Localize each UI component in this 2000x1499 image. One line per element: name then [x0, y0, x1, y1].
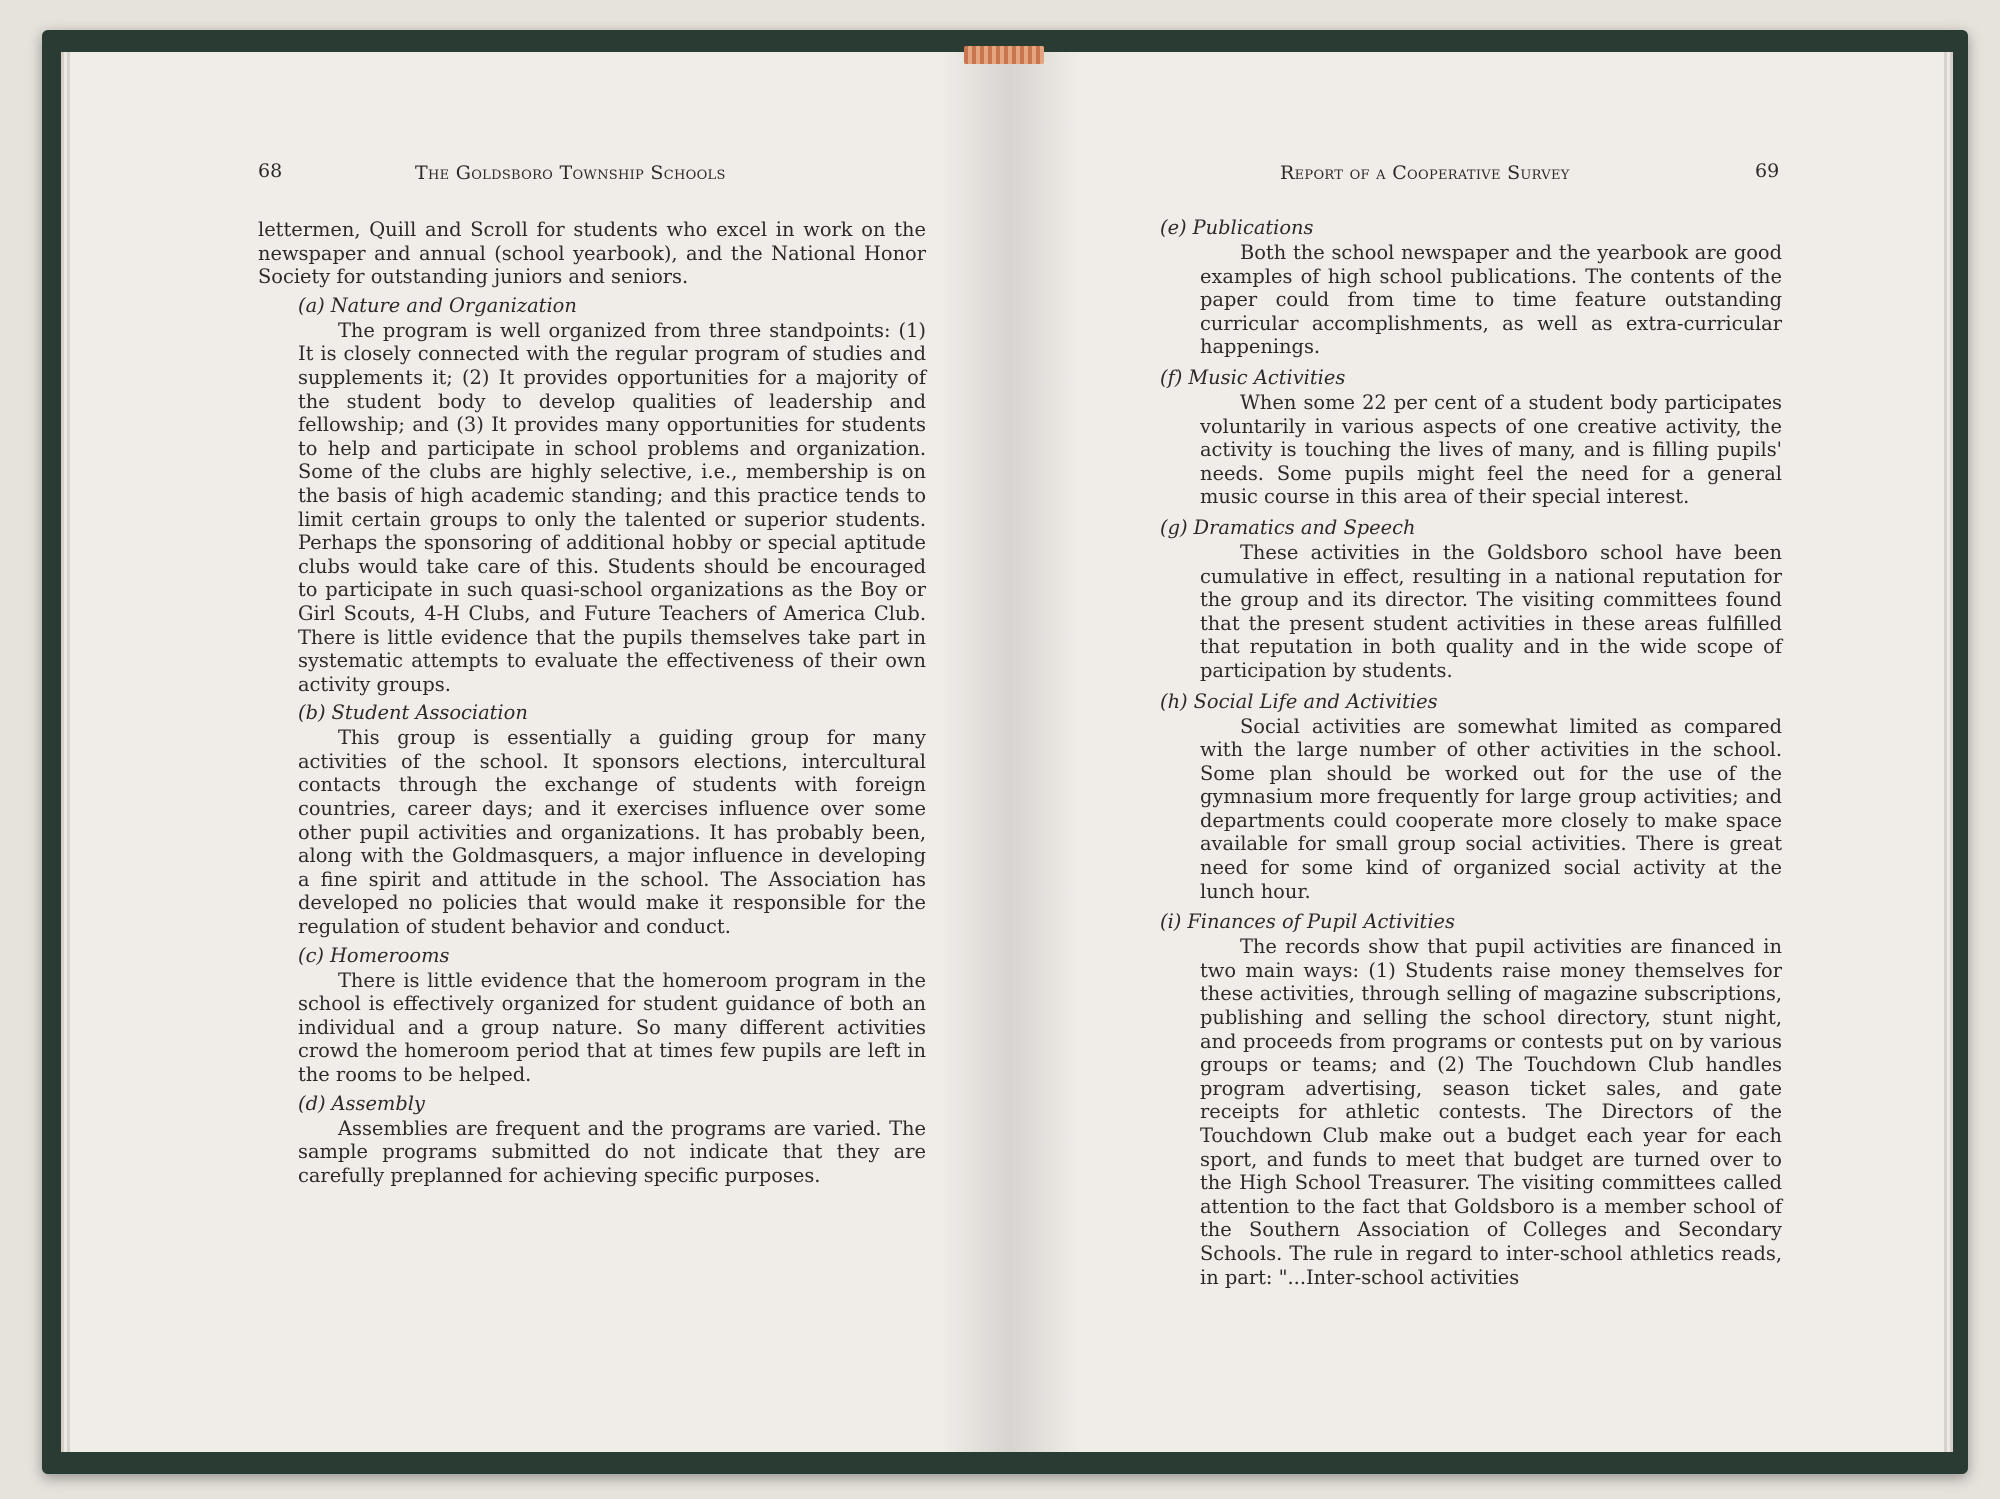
section-body-g: These activities in the Goldsboro school have been cumulative in effect, resulting in a national reputation for the group and its director. The visiting committees found that the present student activities in these areas fulfilled that reputation in both quality and in the wide scope of participation by students.: [1200, 540, 1782, 682]
left-running-head: The Goldsboro Township Schools: [415, 162, 726, 184]
section-heading-i: (i) Finances of Pupil Activities: [1160, 910, 1455, 934]
left-page-number: 68: [258, 160, 283, 182]
section-heading-b: (b) Student Association: [298, 701, 528, 725]
section-heading-e: (e) Publications: [1160, 216, 1314, 239]
left-intro-paragraph: lettermen, Quill and Scroll for students who excel in work on the newspaper and annual (school yearbook), and the National Honor Society for outstanding juniors and seniors.: [258, 218, 926, 289]
section-body-d: Assemblies are frequent and the programs are varied. The sample programs submitted do not indicate that they are carefully preplanned for achieving specific purposes.: [298, 1116, 926, 1187]
section-heading-g: (g) Dramatics and Speech: [1160, 515, 1416, 539]
section-heading-c: (c) Homerooms: [298, 943, 450, 967]
section-body-h: Social activities are somewhat limited as compared with the large number of other activities in the school. Some plan should be worked out for the use of the gymnasium more frequently for large group activities; and departments could cooperate more closely to make space available for small group social activities. There is great need for some kind of organized social activity at the lunch hour.: [1200, 714, 1782, 903]
section-heading-a: (a) Nature and Organization: [298, 293, 577, 317]
right-page-text: [1160, 212, 1782, 1289]
left-page-text: [258, 218, 926, 1187]
section-heading-h: (h) Social Life and Activities: [1160, 689, 1438, 713]
section-body-b: This group is essentially a guiding group for many activities of the school. It sponsors elections, intercultural contacts through the exchange of students with foreign countries, career days; and it exercises influence over some other pupil activities and organizations. It has probably been, along with the Goldmasquers, a major influence in developing a fine spirit and attitude in the school. The Association has developed no policies that would make it responsible for the regulation of student behavior and conduct.: [298, 726, 926, 939]
section-body-f: When some 22 per cent of a student body participates voluntarily in various aspects of one creative activity, the activity is touching the lives of many, and is filling pupils' needs. Some pupils might feel the need for a general music course in this area of their special interest.: [1200, 390, 1782, 509]
spine-headband: [964, 46, 1044, 64]
section-body-c: There is little evidence that the homeroom program in the school is effectively organized for student guidance of both an individual and a group nature. So many different activities crowd the homeroom period that at times few pupils are left in the rooms to be helped.: [298, 968, 926, 1086]
right-running-head: Report of a Cooperative Survey: [1280, 162, 1570, 184]
section-heading-d: (d) Assembly: [298, 1091, 425, 1115]
section-heading-f: (f) Music Activities: [1160, 365, 1346, 389]
section-body-a: The program is well organized from three standpoints: (1) It is closely connected with the regular program of studies and supplements it; (2) It provides opportunities for a majority of the student body to develop qualities of leadership and fellowship; and (3) It provides many opportunities for students to help and participate in school problems and organization. Some of the clubs are highly selective, i.e., membership is on the basis of high academic standing; and this practice tends to limit certain groups to only the talented or superior students. Perhaps the sponsoring of additional hobby or special aptitude clubs would take care of this. Students should be encouraged to participate in such quasi-school organizations as the Boy or Girl Scouts, 4-H Clubs, and Future Teachers of America Club. There is little evidence that the pupils themselves take part in systematic attempts to evaluate the effectiveness of their own activity groups.: [298, 318, 926, 696]
section-body-i: The records show that pupil activities are financed in two main ways: (1) Students raise money themselves for these activities, through selling of magazine subscriptions, publishing and selling the school directory, stunt night, and proceeds from programs or contests put on by various groups or teams; and (2) The Touchdown Club handles program advertising, season ticket sales, and gate receipts for athletic contests. The Directors of the Touchdown Club make out a budget each year for each sport, and funds to meet that budget are turned over to the High School Treasurer. The visiting committees called attention to the fact that Goldsboro is a member school of the Southern Association of Colleges and Secondary Schools. The rule in regard to inter-school athletics reads, in part: "...Inter-school activities: [1200, 935, 1782, 1289]
section-body-e: Both the school newspaper and the yearbook are good examples of high school publications. The contents of the paper could from time to time feature outstanding curricular accomplishments, as well as extra-curricular happenings.: [1200, 241, 1782, 359]
right-page-number: 69: [1755, 160, 1780, 182]
